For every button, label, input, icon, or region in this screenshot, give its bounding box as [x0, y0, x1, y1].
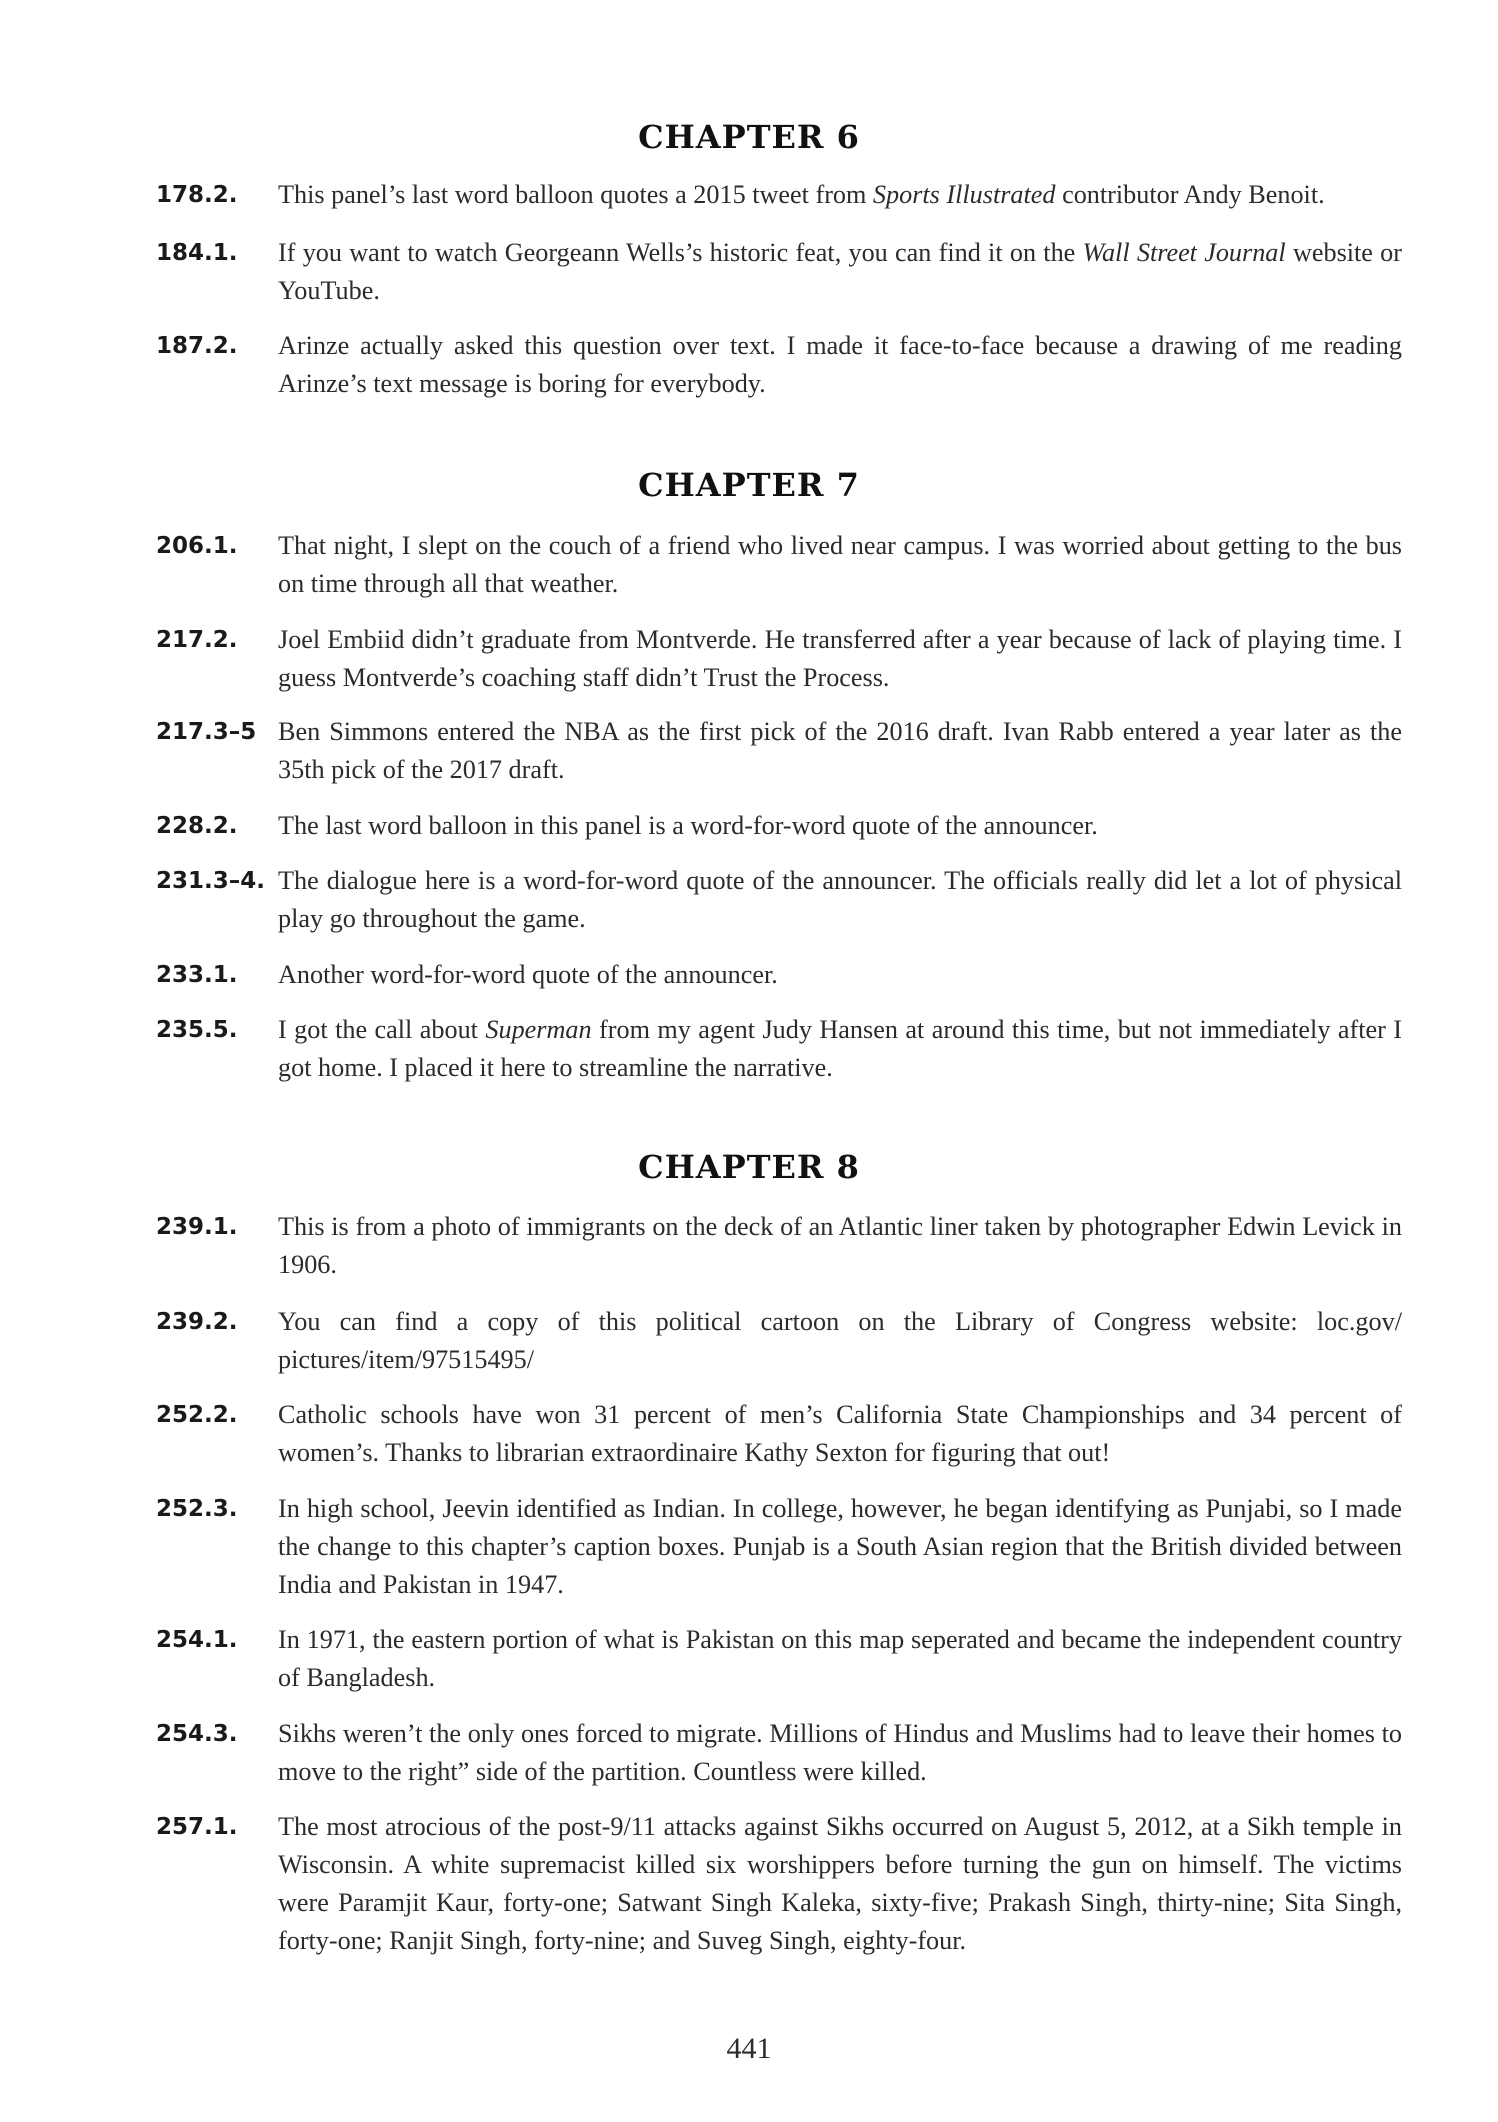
endnote [156, 956, 1404, 994]
page-number: 441 [726, 2032, 772, 2065]
endnote-text: This panel’s last word balloon quotes a 2015 tweet from Sports Illustrated contributor Andy Benoit. [278, 180, 1325, 209]
endnote-text: Arinze actually asked this question over text. I made it face-to-face because a drawing of me reading Arinze’s text message is boring for everybody. [278, 331, 1402, 398]
endnote-number: 239.1. [156, 1214, 238, 1240]
endnote [156, 862, 1404, 938]
endnote [156, 1396, 1404, 1472]
italic-title: Superman [485, 1015, 592, 1044]
endnote-number: 235.5. [156, 1017, 238, 1043]
endnote-text: Catholic schools have won 31 percent of men’s California State Championships and 34 percent of women’s. Thanks to librarian extraordinaire Kathy Sexton for figuring that out! [278, 1400, 1402, 1467]
endnote [156, 1621, 1404, 1697]
chapter-6-heading: CHAPTER 6 [638, 118, 860, 156]
endnote-number: 252.3. [156, 1496, 238, 1522]
endnote [156, 807, 1404, 845]
endnote-number: 228.2. [156, 813, 238, 839]
chapter-8-heading: CHAPTER 8 [638, 1148, 860, 1186]
endnote-text: Ben Simmons entered the NBA as the first pick of the 2016 draft. Ivan Rabb entered a year later as the 35th pick of the 2017 draft. [278, 717, 1402, 784]
endnote [156, 527, 1404, 603]
endnote-number: 231.3–4. [156, 868, 265, 894]
endnote-text: You can find a copy of this political cartoon on the Library of Congress website: loc.gov/ pictures/item/97515495/ [278, 1307, 1402, 1374]
endnote-text: In high school, Jeevin identified as Indian. In college, however, he began identifying as Punjabi, so I made the change to this chapter’s caption boxes. Punjab is a South Asian region that the British divided between India and Pakistan in 1947. [278, 1494, 1402, 1599]
endnote-number: 184.1. [156, 240, 238, 266]
endnote-text: That night, I slept on the couch of a friend who lived near campus. I was worried about getting to the bus on time through all that weather. [278, 531, 1402, 598]
endnote-text: Another word-for-word quote of the announcer. [278, 960, 778, 989]
endnote-text: In 1971, the eastern portion of what is Pakistan on this map seperated and became the independent country of Bangladesh. [278, 1625, 1402, 1692]
endnote [156, 327, 1404, 403]
endnote-number: 254.1. [156, 1627, 238, 1653]
chapter-7-heading: CHAPTER 7 [638, 466, 860, 504]
endnote [156, 1303, 1404, 1379]
endnote-number: 217.2. [156, 627, 238, 653]
endnote [156, 1490, 1404, 1604]
endnote-text: If you want to watch Georgeann Wells’s historic feat, you can find it on the Wall Street Journal website or YouTube. [278, 238, 1402, 305]
endnote-text: Sikhs weren’t the only ones forced to migrate. Millions of Hindus and Muslims had to leave their homes to move to the right” side of the partition. Countless were killed. [278, 1719, 1402, 1786]
endnote-text: I got the call about Superman from my agent Judy Hansen at around this time, but not immediately after I got home. I placed it here to streamline the narrative. [278, 1015, 1402, 1082]
italic-title: Wall Street Journal [1082, 238, 1286, 267]
endnote-text: The dialogue here is a word-for-word quote of the announcer. The officials really did let a lot of physical play go throughout the game. [278, 866, 1402, 933]
endnote-number: 239.2. [156, 1309, 238, 1335]
endnote [156, 1011, 1404, 1087]
endnote-number: 254.3. [156, 1721, 238, 1747]
endnote-number: 217.3–5 [156, 719, 257, 745]
endnote [156, 713, 1404, 789]
endnote-number: 206.1. [156, 533, 238, 559]
endnote [156, 1208, 1404, 1284]
endnote [156, 234, 1404, 310]
endnote [156, 176, 1404, 214]
endnote-text: Joel Embiid didn’t graduate from Montverde. He transferred after a year because of lack of playing time. I guess Montverde’s coaching staff didn’t Trust the Process. [278, 625, 1402, 692]
endnote-number: 257.1. [156, 1814, 238, 1840]
endnote-text: The last word balloon in this panel is a word-for-word quote of the announcer. [278, 811, 1098, 840]
endnote [156, 621, 1404, 697]
endnote-number: 233.1. [156, 962, 238, 988]
endnote-number: 187.2. [156, 333, 238, 359]
endnote-text: The most atrocious of the post-9/11 attacks against Sikhs occurred on August 5, 2012, at a Sikh temple in Wisconsin. A white supremacist killed six worshippers before turning the gun on himself. The victims were Paramjit Kaur, forty-one; Satwant Singh Kaleka, sixty-five; Prakash Singh, thirty-nine; Sita Singh, forty-one; Ranjit Singh, forty-nine; and Suveg Singh, eighty-four. [278, 1812, 1402, 1955]
endnote-number: 178.2. [156, 182, 238, 208]
endnote [156, 1808, 1404, 1960]
endnote-number: 252.2. [156, 1402, 238, 1428]
italic-title: Sports Illustrated [872, 180, 1056, 209]
endnote-text: This is from a photo of immigrants on the deck of an Atlantic liner taken by photographer Edwin Levick in 1906. [278, 1212, 1402, 1279]
endnote [156, 1715, 1404, 1791]
